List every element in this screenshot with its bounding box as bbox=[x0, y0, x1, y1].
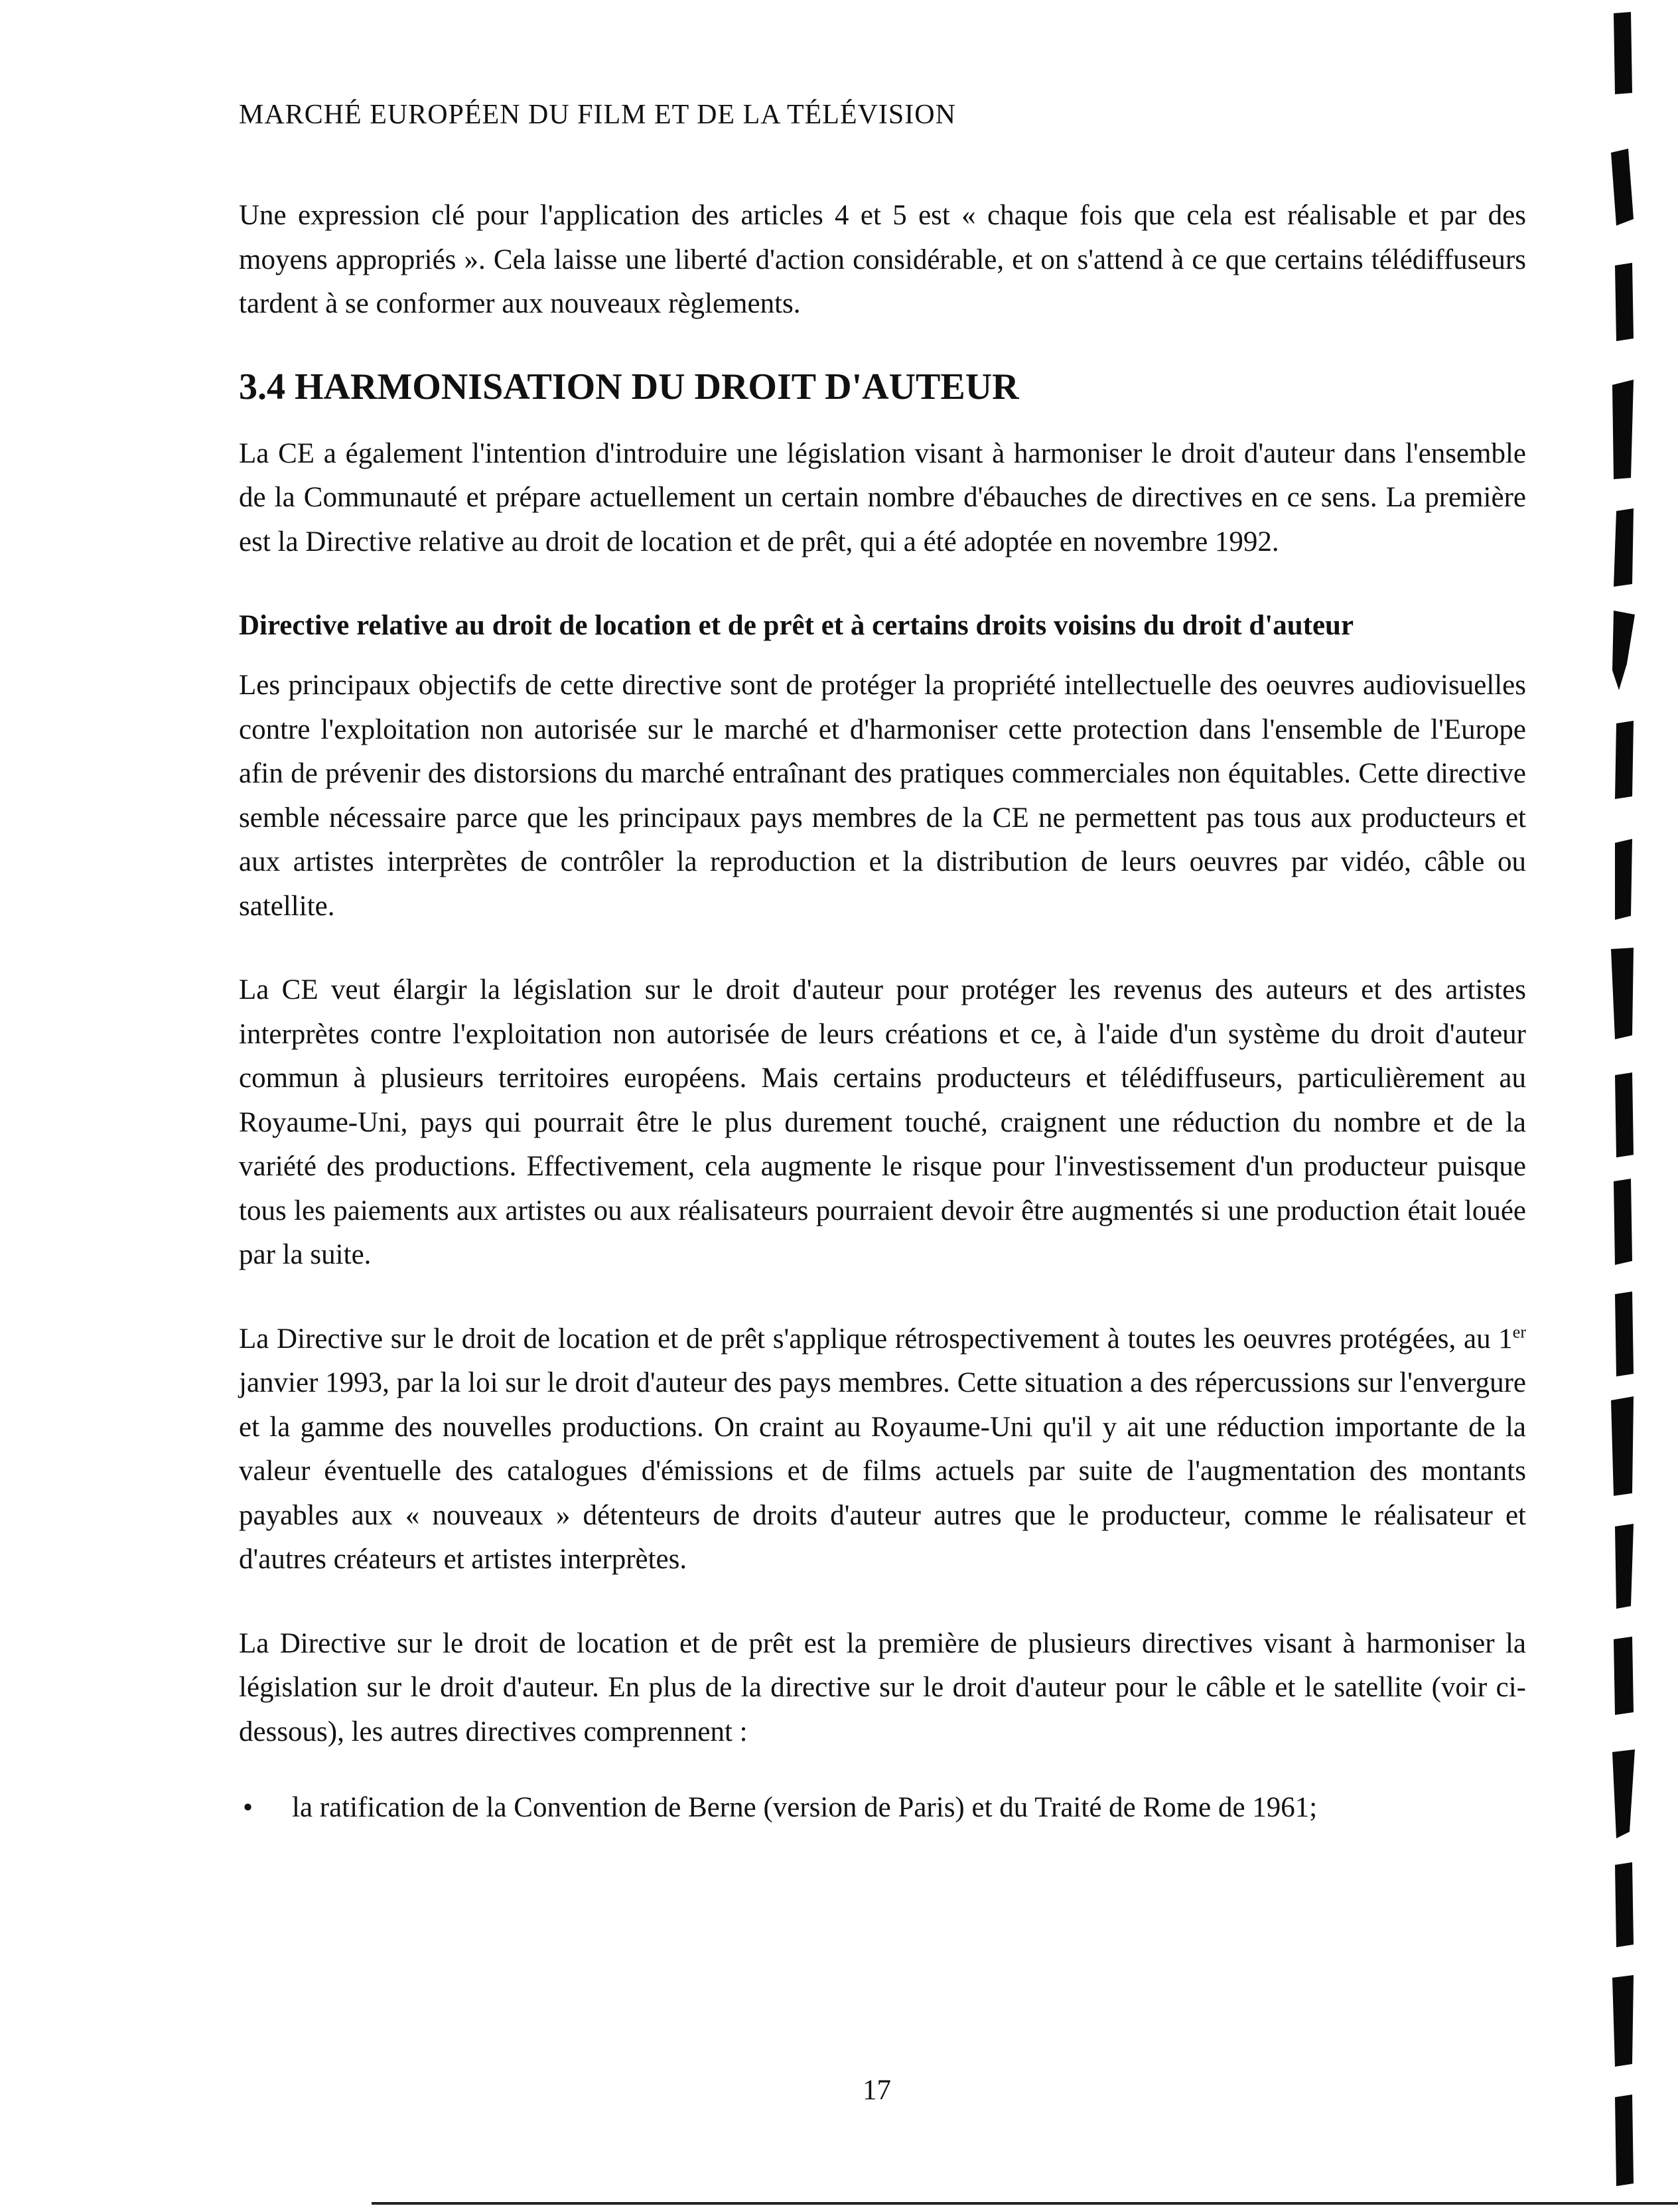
binding-mark bbox=[1615, 1524, 1634, 1609]
paragraph-retroactive bbox=[239, 1317, 1526, 1582]
binding-mark bbox=[1611, 1396, 1634, 1496]
binding-mark bbox=[1614, 12, 1632, 94]
binding-mark bbox=[1612, 1749, 1635, 1838]
binding-mark bbox=[1611, 948, 1634, 1039]
binding-mark bbox=[1612, 380, 1634, 479]
paragraph-intro: Une expression clé pour l'application des articles 4 et 5 est « chaque fois que cela est réalisable et par des moyens appropriés ». Cela laisse une liberté d'action considérable, et on s'attend à ce que certains télédiffuseurs tardent à se conformer aux nouveaux règlements. bbox=[239, 200, 1526, 319]
page-body bbox=[239, 194, 1526, 1830]
running-header: MARCHÉ EUROPÉEN DU FILM ET DE LA TÉLÉVISION bbox=[239, 100, 956, 130]
binding-mark bbox=[1611, 149, 1634, 226]
binding-mark bbox=[1615, 839, 1632, 920]
binding-marks bbox=[1599, 0, 1678, 2212]
paragraph-section-intro: La CE a également l'intention d'introduire une législation visant à harmoniser le droit d'auteur dans l'ensemble de la Communauté et prépare actuellement un certain nombre d'ébauches de directives en ce sens. La première est la Directive relative au droit de location et de prêt, qui a été adoptée en novembre 1992. bbox=[239, 437, 1526, 557]
binding-mark bbox=[1615, 2095, 1634, 2186]
binding-mark bbox=[1614, 1179, 1632, 1265]
binding-mark bbox=[1615, 1291, 1634, 1376]
bullet-marker: • bbox=[243, 1792, 253, 1824]
paragraph-other-directives: La Directive sur le droit de location et de prêt est la première de plusieurs directives visant à harmoniser la législation sur le droit d'auteur. En plus de la directive sur le droit d'auteur pour le câble et le satellite (voir ci-dessous), les autres directives comprennent : bbox=[239, 1627, 1526, 1747]
paragraph-retroactive-part-1: La Directive sur le droit de location et de prêt s'applique rétrospectivement à toutes les oeuvres protégées, au 1 bbox=[239, 1323, 1513, 1355]
bullet-text: la ratification de la Convention de Berne (version de Paris) et du Traité de Rome de 1961; bbox=[292, 1792, 1318, 1824]
binding-mark bbox=[1615, 1072, 1634, 1157]
binding-mark bbox=[1615, 721, 1634, 799]
binding-mark bbox=[1612, 1975, 1634, 2067]
ordinal-superscript: er bbox=[1512, 1322, 1526, 1342]
subsection-heading: Directive relative au droit de location et de prêt et à certains droits voisins du droit d'auteur bbox=[239, 610, 1354, 642]
paragraph-retroactive-part-2: janvier 1993, par la loi sur le droit d'auteur des pays membres. Cette situation a des répercussions sur l'envergure et la gamme des nouvelles productions. On craint au Royaume-Uni qu'il y ait une réduction importante de la valeur éventuelle des catalogues d'émissions et de films actuels par suite de l'augmentation des montants payables aux « nouveaux » détenteurs de droits d'auteur autres que le producteur, comme le réalisateur et d'autres créateurs et artistes interprètes. bbox=[239, 1367, 1526, 1576]
binding-mark bbox=[1614, 508, 1634, 587]
bottom-scan-edge bbox=[372, 2202, 1678, 2205]
binding-mark bbox=[1615, 263, 1634, 341]
page-number: 17 bbox=[863, 2075, 891, 2106]
paragraph-extension: La CE veut élargir la législation sur le droit d'auteur pour protéger les revenus des auteurs et des artistes interprètes contre l'exploitation non autorisée de leurs créations et ce, à l'aide d'un système du droit d'auteur commun à plusieurs territoires européens. Mais certains producteurs et télédiffuseurs, particulièrement au Royaume-Uni, pays qui pourrait être le plus durement touché, craignent une réduction du nombre et de la variété des productions. Effectivement, cela augmente le risque pour l'investissement d'un producteur puisque tous les paiements aux artistes ou aux réalisateurs pourraient devoir être augmentés si une production était louée par la suite. bbox=[239, 974, 1526, 1271]
binding-mark bbox=[1612, 611, 1635, 690]
binding-mark bbox=[1615, 1862, 1634, 1947]
paragraph-objectives: Les principaux objectifs de cette directive sont de protéger la propriété intellectuelle des oeuvres audiovisuelles contre l'exploitation non autorisée sur le marché et d'harmoniser cette protection dans l'ensemble de l'Europe afin de prévenir des distorsions du marché entraînant des pratiques commerciales non équitables. Cette directive semble nécessaire parce que les principaux pays membres de la CE ne permettent pas tous aux producteurs et aux artistes interprètes de contrôler la reproduction et la distribution de leurs oeuvres par vidéo, câble ou satellite. bbox=[239, 670, 1526, 922]
binding-mark bbox=[1614, 1637, 1634, 1715]
bullet-item bbox=[239, 1786, 1526, 1830]
section-heading: 3.4 HARMONISATION DU DROIT D'AUTEUR bbox=[239, 366, 1019, 407]
